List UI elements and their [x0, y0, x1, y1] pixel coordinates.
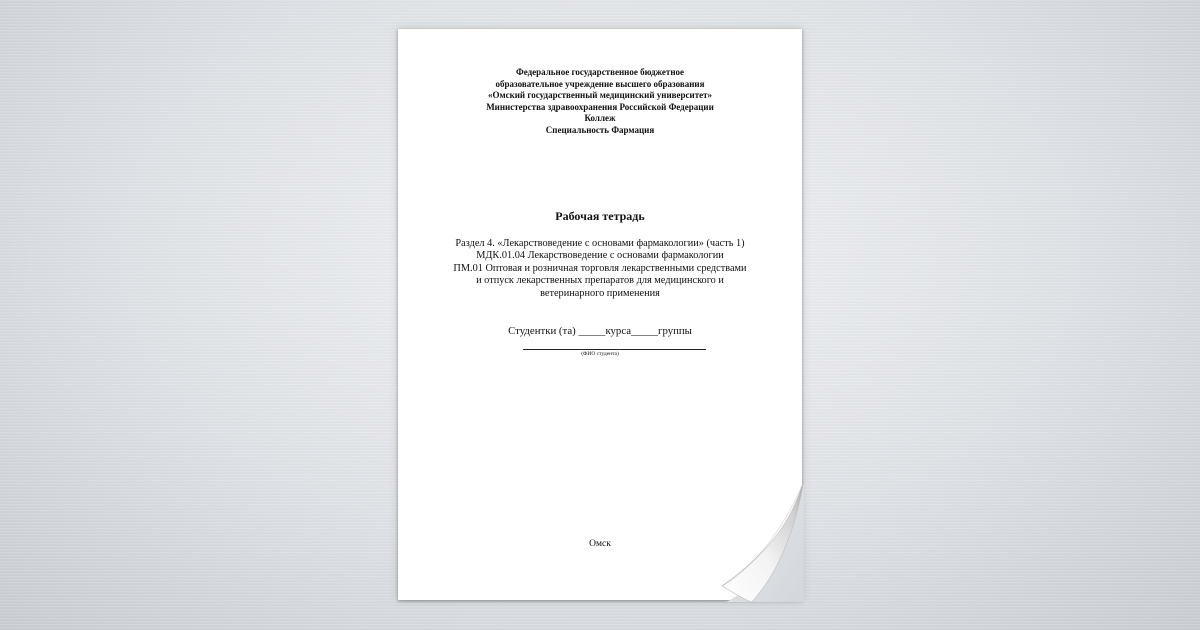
header-line: Специальность Фармация	[545, 124, 655, 135]
header-line: «Омский государственный медицинский университет»	[487, 90, 713, 101]
student-line: Студентки (та) _____курса_____группы	[508, 325, 692, 337]
description-line: ветеринарного применения	[540, 287, 660, 299]
description-line: Раздел 4. «Лекарствоведение с основами фармакологии» (часть 1)	[455, 238, 745, 249]
document-description	[398, 238, 802, 300]
header-line: Федеральное государственное бюджетное	[515, 67, 684, 77]
fio-caption: (ФИО студента)	[581, 351, 619, 357]
signature-line	[523, 349, 706, 350]
header-line: Министерства здравоохранения Российской Федерации	[486, 101, 714, 112]
header-line: образовательное учреждение высшего образования	[495, 78, 705, 89]
institution-header	[398, 67, 802, 137]
description-line: и отпуск лекарственных препаратов для медицинского и	[476, 275, 724, 287]
header-line: Коллеж	[584, 113, 616, 124]
document-title: Рабочая тетрадь	[555, 209, 645, 223]
city-label: Омск	[589, 539, 611, 549]
description-line: МДК.01.04 Лекарствоведение с основами фармакологии	[476, 250, 724, 262]
document-page	[398, 29, 802, 600]
description-line: ПМ.01 Оптовая и розничная торговля лекарственными средствами	[453, 262, 747, 274]
